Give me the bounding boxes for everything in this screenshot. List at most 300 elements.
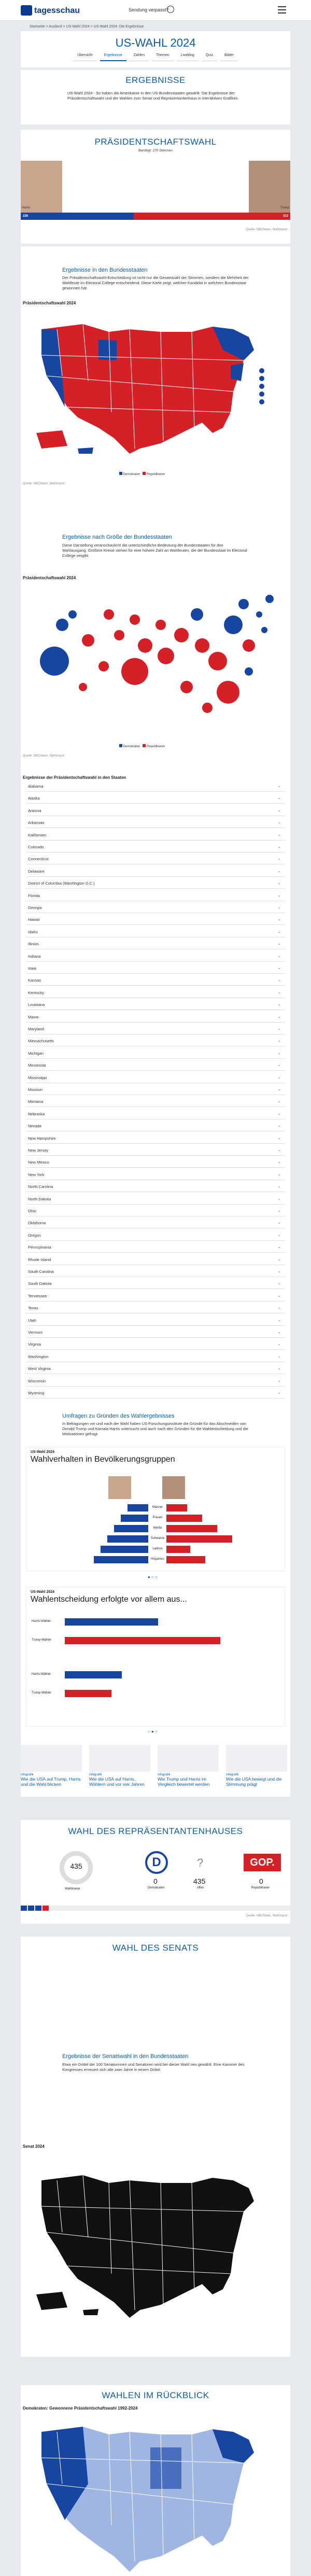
house-donut bbox=[60, 1851, 93, 1884]
senate-map[interactable] bbox=[26, 2154, 270, 2331]
chevron-down-icon[interactable]: ⌄ bbox=[277, 892, 281, 898]
house-heading: WAHL DES REPRÄSENTANTENHAUSES bbox=[68, 1826, 243, 1836]
state-name: New Jersey bbox=[28, 1148, 49, 1153]
map1-source: Quelle: NBCNews, Wahlstand bbox=[23, 482, 64, 485]
tab-liveblog[interactable]: Liveblog bbox=[177, 52, 199, 61]
survey-rep-bar bbox=[166, 1525, 217, 1532]
state-row[interactable] bbox=[26, 1351, 285, 1362]
state-name: Kentucky bbox=[28, 990, 44, 995]
state-name: West Virginia bbox=[28, 1366, 51, 1371]
chevron-down-icon[interactable]: ⌄ bbox=[277, 795, 281, 801]
trump-avatar bbox=[162, 1476, 185, 1499]
state-bubble[interactable] bbox=[104, 609, 114, 620]
tab-zahlen[interactable]: Zahlen bbox=[130, 52, 149, 61]
state-row[interactable] bbox=[26, 1108, 285, 1119]
chevron-down-icon[interactable]: ⌄ bbox=[277, 1014, 281, 1019]
rep-electoral-bar bbox=[134, 213, 290, 220]
chevron-down-icon[interactable]: ⌄ bbox=[277, 1087, 281, 1091]
chevron-down-icon[interactable]: ⌄ bbox=[277, 1038, 281, 1043]
state-name: Pennsylvania bbox=[28, 1245, 51, 1250]
survey-row-label: Männer bbox=[152, 1506, 163, 1509]
chevron-down-icon[interactable]: ⌄ bbox=[277, 1378, 281, 1383]
map1-legend-rep: Republikaner bbox=[147, 473, 165, 476]
state-bubble[interactable] bbox=[180, 681, 193, 693]
survey-title: Umfragen zu Gründen des Wahlergebnisses bbox=[62, 1413, 175, 1419]
related-kicker-4: Infografik bbox=[226, 1773, 239, 1776]
survey-2-bar bbox=[65, 1618, 158, 1626]
related-title-1[interactable]: Wie die USA auf Trump, Harris und die Wahl blicken bbox=[21, 1776, 81, 1787]
state-row[interactable] bbox=[26, 1254, 285, 1265]
state-row[interactable] bbox=[26, 1229, 285, 1241]
page-title: US-WAHL 2024 bbox=[115, 36, 196, 49]
map2-text: Diese Darstellung veranschaulicht die unterschiedliche Bedeutung der Bundesstaaten für den Wahlausgang. Größere Kreise stehen für eine höhere Zahl an Wahlleuten, die der Bundesstaat im Electoral College vergibt. bbox=[62, 543, 247, 558]
related-kicker-1: Infografik bbox=[21, 1773, 34, 1776]
rep-electoral-count: 312 bbox=[282, 215, 288, 218]
survey-rep-bar bbox=[166, 1556, 205, 1563]
survey-dem-bar bbox=[101, 1546, 148, 1553]
tab-themen[interactable]: Themen bbox=[152, 52, 174, 61]
survey-row bbox=[37, 1515, 275, 1522]
chevron-down-icon[interactable]: ⌄ bbox=[277, 880, 281, 886]
state-row[interactable] bbox=[26, 962, 285, 974]
state-name: Alaska bbox=[28, 796, 40, 801]
chevron-down-icon[interactable]: ⌄ bbox=[277, 832, 281, 837]
state-name: New Mexico bbox=[28, 1160, 49, 1165]
state-name: New York bbox=[28, 1172, 45, 1177]
state-bubble[interactable] bbox=[158, 648, 174, 664]
state-name: Arizona bbox=[28, 808, 41, 813]
state-name: Minnesota bbox=[28, 1063, 46, 1068]
survey-dem-bar bbox=[94, 1556, 148, 1563]
chevron-down-icon[interactable]: ⌄ bbox=[277, 1062, 281, 1068]
survey-rep-bar bbox=[166, 1546, 190, 1553]
electoral-bar bbox=[21, 213, 290, 220]
history-label: Demokraten: Gewonnene Präsidentschaftswahl 1992-2024 bbox=[23, 2406, 138, 2411]
state-name: South Carolina bbox=[28, 1269, 54, 1274]
survey-2-row bbox=[32, 1690, 280, 1697]
chevron-down-icon[interactable]: ⌄ bbox=[277, 1111, 281, 1116]
house-open-label: offen bbox=[197, 1886, 204, 1889]
state-name: District of Columbia (Washington D.C.) bbox=[28, 881, 95, 886]
survey-chart-1-title: Wahlverhalten in Bevölkerungsgruppen bbox=[31, 1455, 175, 1464]
state-row[interactable] bbox=[26, 987, 285, 998]
state-bubble[interactable] bbox=[130, 614, 140, 625]
survey-rep-bar bbox=[166, 1535, 232, 1543]
chevron-down-icon[interactable]: ⌄ bbox=[277, 1123, 281, 1128]
house-total: 435 bbox=[70, 1862, 82, 1870]
state-row[interactable] bbox=[26, 1193, 285, 1205]
related-title-4[interactable]: Wie die USA bewegt und die Stimmung prägt bbox=[226, 1776, 282, 1787]
chevron-down-icon[interactable]: ⌄ bbox=[277, 1002, 281, 1007]
map2-legend-dem: Demokraten bbox=[123, 745, 140, 748]
senate-text: Etwa ein Drittel der 100 Senatorinnen und Senatoren wird bei dieser Wahl neu gewählt. Eine Kammer des Kongresses erneuert sich alle zwei Jahre in einem Drittel. bbox=[62, 2062, 245, 2072]
menu-icon[interactable] bbox=[278, 6, 286, 13]
chevron-down-icon[interactable]: ⌄ bbox=[277, 1135, 281, 1140]
chevron-down-icon[interactable]: ⌄ bbox=[277, 1366, 281, 1371]
breadcrumb[interactable]: Startseite > Ausland > US-Wahl 2024 > US-Wahl 2024: Die Ergebnisse bbox=[30, 25, 144, 29]
state-row[interactable] bbox=[26, 1011, 285, 1023]
survey-row bbox=[37, 1525, 275, 1532]
chevron-down-icon[interactable]: ⌄ bbox=[277, 1293, 281, 1298]
state-name: Maryland bbox=[28, 1027, 44, 1031]
house-dem-count: 0 bbox=[153, 1877, 158, 1885]
survey-2-row-label: Harris-Wähler bbox=[32, 1620, 51, 1623]
state-bubble[interactable] bbox=[224, 615, 243, 634]
survey-row bbox=[37, 1556, 275, 1563]
state-row[interactable] bbox=[26, 841, 285, 852]
state-row[interactable] bbox=[26, 1290, 285, 1301]
state-name: Georgia bbox=[28, 905, 42, 910]
tab-bilder[interactable]: Bilder bbox=[220, 52, 238, 61]
harris-photo bbox=[21, 161, 62, 213]
map1-legend bbox=[119, 472, 165, 476]
state-row[interactable] bbox=[26, 1314, 285, 1326]
map2-legend bbox=[119, 744, 165, 748]
survey-2-row-label: Harris-Wähler bbox=[32, 1673, 51, 1676]
state-bubble[interactable] bbox=[156, 620, 166, 630]
state-name: Rhode Island bbox=[28, 1257, 51, 1262]
survey-row bbox=[37, 1546, 275, 1553]
state-row[interactable] bbox=[26, 1072, 285, 1083]
state-name: Massachusetts bbox=[28, 1039, 54, 1044]
state-name: Michigan bbox=[28, 1051, 44, 1056]
state-bubble[interactable] bbox=[121, 658, 148, 685]
state-bubble[interactable] bbox=[256, 611, 262, 618]
map2-source: Quelle: NBCNews, Wahlstand bbox=[23, 754, 64, 758]
survey-row-label: Latinos bbox=[152, 1547, 163, 1550]
state-name: Colorado bbox=[28, 845, 44, 849]
chevron-down-icon[interactable]: ⌄ bbox=[277, 941, 281, 946]
state-bubble[interactable] bbox=[40, 647, 69, 676]
state-row[interactable] bbox=[26, 1302, 285, 1313]
state-row[interactable] bbox=[26, 1169, 285, 1180]
state-row[interactable] bbox=[26, 999, 285, 1010]
state-name: Iowa bbox=[28, 966, 36, 971]
survey-dem-bar bbox=[128, 1504, 148, 1511]
survey-2-row bbox=[32, 1637, 280, 1644]
chevron-down-icon[interactable]: ⌄ bbox=[277, 1244, 281, 1250]
state-bubble[interactable] bbox=[68, 610, 77, 619]
state-name: Hawaii bbox=[28, 917, 40, 922]
state-name: South Dakota bbox=[28, 1281, 52, 1286]
chevron-down-icon[interactable]: ⌄ bbox=[277, 1305, 281, 1310]
house-total-label: Wahlkreise bbox=[65, 1887, 80, 1891]
state-row[interactable] bbox=[26, 1059, 285, 1071]
chevron-down-icon[interactable]: ⌄ bbox=[277, 989, 281, 995]
chevron-down-icon[interactable]: ⌄ bbox=[277, 1171, 281, 1177]
state-name: New Hampshire bbox=[28, 1136, 56, 1141]
play-icon[interactable] bbox=[167, 6, 174, 13]
state-bubble[interactable] bbox=[265, 595, 274, 603]
carousel-dots-1[interactable]: ● ○ ○ bbox=[148, 1575, 158, 1579]
history-card bbox=[21, 2385, 290, 2576]
state-name: Wisconsin bbox=[28, 1378, 46, 1383]
state-row[interactable] bbox=[26, 792, 285, 804]
map2-card bbox=[21, 526, 290, 775]
chevron-down-icon[interactable]: ⌄ bbox=[277, 1353, 281, 1359]
chevron-down-icon[interactable]: ⌄ bbox=[277, 1074, 281, 1080]
tab-ergebnisse[interactable]: Ergebnisse bbox=[100, 52, 126, 61]
state-bubble[interactable] bbox=[245, 667, 253, 676]
related-item-2[interactable] bbox=[89, 1745, 150, 1787]
president-card bbox=[21, 130, 290, 244]
related-item-3[interactable] bbox=[158, 1745, 219, 1787]
chevron-down-icon[interactable]: ⌄ bbox=[277, 965, 281, 970]
state-row[interactable] bbox=[26, 890, 285, 901]
state-row[interactable] bbox=[26, 1205, 285, 1216]
survey-2-row bbox=[32, 1618, 280, 1626]
state-name: Florida bbox=[28, 893, 40, 898]
state-bubble[interactable] bbox=[174, 628, 189, 642]
state-row[interactable] bbox=[26, 1338, 285, 1350]
state-row[interactable] bbox=[26, 1096, 285, 1107]
state-row[interactable] bbox=[26, 902, 285, 913]
state-row[interactable] bbox=[26, 1217, 285, 1228]
state-name: Vermont bbox=[28, 1330, 43, 1335]
state-bubble[interactable] bbox=[114, 630, 124, 640]
nav-sendung-verpasst[interactable]: Sendung verpasst? bbox=[129, 7, 169, 12]
related-item-1[interactable] bbox=[21, 1745, 82, 1787]
state-bubble[interactable] bbox=[79, 683, 87, 691]
state-name: Maine bbox=[28, 1014, 39, 1019]
brand-name[interactable]: tagesschau bbox=[34, 6, 80, 15]
state-row[interactable] bbox=[26, 1326, 285, 1338]
state-name: North Dakota bbox=[28, 1196, 51, 1201]
state-name: Idaho bbox=[28, 929, 38, 934]
state-name: Texas bbox=[28, 1306, 38, 1311]
survey-row-label: Hispanics bbox=[150, 1558, 164, 1561]
chevron-down-icon[interactable]: ⌄ bbox=[277, 868, 281, 873]
state-row[interactable] bbox=[26, 1241, 285, 1253]
dem-electoral-bar bbox=[21, 213, 134, 220]
gop-logo-icon: GOP. bbox=[244, 1854, 281, 1871]
state-row[interactable] bbox=[26, 914, 285, 925]
president-heading: PRÄSIDENTSCHAFTSWAHL bbox=[94, 137, 217, 147]
house-dem-label: Demokraten bbox=[148, 1886, 165, 1889]
map2-title: Ergebnisse nach Größe der Bundesstaaten bbox=[62, 534, 172, 540]
chevron-down-icon[interactable]: ⌄ bbox=[277, 1050, 281, 1055]
state-row[interactable] bbox=[26, 1181, 285, 1192]
state-row[interactable] bbox=[26, 1363, 285, 1374]
chevron-down-icon[interactable]: ⌄ bbox=[277, 807, 281, 813]
chevron-down-icon[interactable]: ⌄ bbox=[277, 953, 281, 958]
related-title-3[interactable]: Wie Trump und Harris im Vergleich bewertet werden bbox=[158, 1776, 210, 1787]
state-name: Utah bbox=[28, 1318, 36, 1323]
chevron-down-icon[interactable]: ⌄ bbox=[277, 856, 281, 861]
us-map-states[interactable] bbox=[26, 309, 270, 464]
state-row[interactable] bbox=[26, 1132, 285, 1144]
survey-2-row-label: Trump-Wähler bbox=[32, 1639, 52, 1642]
chevron-down-icon[interactable]: ⌄ bbox=[277, 1159, 281, 1165]
senate-label: Senat 2024 bbox=[23, 2144, 45, 2149]
state-bubble[interactable] bbox=[191, 608, 203, 621]
chevron-down-icon[interactable]: ⌄ bbox=[277, 844, 281, 849]
house-bar bbox=[21, 1906, 290, 1911]
state-row[interactable] bbox=[26, 1387, 285, 1398]
trump-name: Trump bbox=[280, 206, 289, 209]
state-row[interactable] bbox=[26, 1156, 285, 1168]
chevron-down-icon[interactable]: ⌄ bbox=[277, 1208, 281, 1213]
harris-name: Harris bbox=[22, 206, 30, 209]
state-bubble[interactable] bbox=[238, 599, 249, 609]
survey-2-bar bbox=[65, 1690, 111, 1697]
state-row[interactable] bbox=[26, 805, 285, 816]
chevron-down-icon[interactable]: ⌄ bbox=[277, 929, 281, 934]
state-row[interactable] bbox=[26, 950, 285, 962]
chevron-down-icon[interactable]: ⌄ bbox=[277, 1099, 281, 1104]
chevron-down-icon[interactable]: ⌄ bbox=[277, 1390, 281, 1395]
survey-chart-1 bbox=[26, 1447, 285, 1571]
chevron-down-icon[interactable]: ⌄ bbox=[277, 917, 281, 922]
tab-quiz[interactable]: Quiz bbox=[202, 52, 217, 61]
chevron-down-icon[interactable]: ⌄ bbox=[277, 1147, 281, 1152]
chevron-down-icon[interactable]: ⌄ bbox=[277, 905, 281, 909]
state-name: Connecticut bbox=[28, 857, 49, 862]
state-name: Ohio bbox=[28, 1209, 36, 1213]
chevron-down-icon[interactable]: ⌄ bbox=[277, 1184, 281, 1189]
state-name: Indiana bbox=[28, 954, 41, 959]
senate-card bbox=[21, 1937, 290, 2357]
state-row[interactable] bbox=[26, 780, 285, 792]
state-name: Kalifornien bbox=[28, 832, 47, 837]
state-row[interactable] bbox=[26, 1023, 285, 1034]
us-bubble-map[interactable] bbox=[31, 583, 280, 739]
tab-uebersicht[interactable]: Übersicht bbox=[73, 52, 97, 61]
harris-avatar bbox=[108, 1476, 131, 1499]
state-bubble[interactable] bbox=[261, 627, 267, 633]
house-open-count: 435 bbox=[193, 1877, 206, 1885]
state-row[interactable] bbox=[26, 1047, 285, 1059]
house-source: Quelle: NBCNews, Wahlstand bbox=[246, 1914, 287, 1917]
related-title-2[interactable]: Wie die USA auf Harris, Wählern und vor vier Jahren bbox=[89, 1776, 145, 1787]
survey-2-bar bbox=[65, 1671, 122, 1678]
map1-card bbox=[21, 246, 290, 526]
house-rep-count: 0 bbox=[259, 1877, 263, 1885]
states-label: Ergebnisse der Präsidentschaftswahl in den Staaten bbox=[23, 775, 126, 780]
chevron-down-icon[interactable]: ⌄ bbox=[277, 1256, 281, 1262]
survey-row-label: Frauen bbox=[152, 1516, 163, 1519]
state-row[interactable] bbox=[26, 829, 285, 841]
chevron-down-icon[interactable]: ⌄ bbox=[277, 783, 281, 788]
state-bubble[interactable] bbox=[82, 634, 94, 647]
state-row[interactable] bbox=[26, 1035, 285, 1046]
state-bubble[interactable] bbox=[195, 638, 209, 653]
survey-dem-bar bbox=[121, 1515, 148, 1522]
chevron-down-icon[interactable]: ⌄ bbox=[277, 1196, 281, 1201]
house-card bbox=[21, 1820, 290, 1924]
carousel-dots-2[interactable]: ○ ● ○ bbox=[148, 1729, 158, 1734]
chevron-down-icon[interactable]: ⌄ bbox=[277, 820, 281, 825]
state-row[interactable] bbox=[26, 1278, 285, 1289]
results-intro: US-Wahl 2024 - So haben die Amerikaner in den US-Bundesstaaten gewählt. Die Ergebnisse der Präsidentschaftswahl und der Wahlen zum Senat und Repräsentantenhaus in interaktiven Grafiken. bbox=[67, 91, 239, 101]
state-name: Louisiana bbox=[28, 1002, 45, 1007]
senate-title: Ergebnisse der Senatswahl in den Bundesstaaten bbox=[62, 2053, 189, 2060]
survey-row bbox=[37, 1535, 275, 1543]
related-item-4[interactable] bbox=[226, 1745, 287, 1787]
chevron-down-icon[interactable]: ⌄ bbox=[277, 977, 281, 983]
state-row[interactable] bbox=[26, 865, 285, 877]
chevron-down-icon[interactable]: ⌄ bbox=[277, 1317, 281, 1322]
state-bubble[interactable] bbox=[217, 681, 239, 704]
state-name: Nevada bbox=[28, 1124, 41, 1129]
map1-legend-dem: Demokraten bbox=[123, 473, 140, 476]
chevron-down-icon[interactable]: ⌄ bbox=[277, 1281, 281, 1286]
survey-2-row bbox=[32, 1671, 280, 1678]
survey-row bbox=[37, 1504, 275, 1511]
state-row[interactable] bbox=[26, 974, 285, 986]
map1-title: Ergebnisse in den Bundesstaaten bbox=[62, 267, 148, 273]
state-row[interactable] bbox=[26, 853, 285, 864]
survey-chart-2 bbox=[26, 1587, 285, 1727]
chevron-down-icon[interactable]: ⌄ bbox=[277, 1026, 281, 1031]
state-name: Tennessee bbox=[28, 1293, 47, 1298]
state-row[interactable] bbox=[26, 938, 285, 949]
state-name: Montana bbox=[28, 1099, 44, 1104]
survey-text: In Befragungen vor und nach der Wahl haben US-Forschungsinstitute die Gründe für das Abschneiden von Donald Trump und Kamala Harris untersucht und auch nach den Gründen für die Wahlentscheidung und die Motivationen gefragt. bbox=[62, 1421, 248, 1436]
state-name: North Carolina bbox=[28, 1184, 53, 1189]
survey-card bbox=[21, 1403, 290, 1740]
state-row[interactable] bbox=[26, 1144, 285, 1156]
state-row[interactable] bbox=[26, 877, 285, 889]
brand-logo-icon[interactable] bbox=[21, 5, 32, 16]
chevron-down-icon[interactable]: ⌄ bbox=[277, 1220, 281, 1225]
state-row[interactable] bbox=[26, 1084, 285, 1095]
history-map[interactable] bbox=[26, 2416, 270, 2576]
state-bubble[interactable] bbox=[202, 703, 213, 713]
history-heading: WAHLEN IM RÜCKBLICK bbox=[102, 2390, 209, 2400]
state-bubble[interactable] bbox=[138, 638, 152, 653]
state-name: Kansas bbox=[28, 978, 41, 983]
chevron-down-icon[interactable]: ⌄ bbox=[277, 1269, 281, 1273]
map2-label: Präsidentschaftswahl 2024 bbox=[23, 576, 76, 580]
state-row[interactable] bbox=[26, 1266, 285, 1277]
house-rep-label: Republikaner bbox=[251, 1886, 270, 1889]
state-row[interactable] bbox=[26, 1375, 285, 1387]
state-name: Virginia bbox=[28, 1342, 41, 1347]
map1-text: Der Präsidentschaftswahl-Entscheidung ist nicht nur die Gesamtzahl der Stimmen, sondern die Mehrheit der Wahlleute im Electoral College entscheidend. Diese Karte zeigt, welcher Kandidat in welchem Bundesstaat gewonnen hat. bbox=[62, 275, 249, 290]
survey-chart-1-kicker: US-Wahl 2024 bbox=[31, 1450, 55, 1454]
state-bubble[interactable] bbox=[243, 639, 255, 652]
president-required: Benötigt: 270 Stimmen bbox=[138, 149, 173, 152]
state-row[interactable] bbox=[26, 926, 285, 937]
map1-label: Präsidentschaftswahl 2024 bbox=[23, 301, 76, 305]
state-bubble[interactable] bbox=[56, 619, 68, 631]
survey-row-label: Weiße bbox=[153, 1527, 162, 1530]
state-name: Nebraska bbox=[28, 1111, 45, 1116]
state-name: Oregon bbox=[28, 1233, 41, 1238]
chevron-down-icon[interactable]: ⌄ bbox=[277, 1329, 281, 1334]
results-heading: ERGEBNISSE bbox=[125, 75, 186, 85]
state-row[interactable] bbox=[26, 1120, 285, 1131]
chevron-down-icon[interactable]: ⌄ bbox=[277, 1341, 281, 1347]
related-kicker-2: Infografik bbox=[89, 1773, 102, 1776]
state-name: Delaware bbox=[28, 869, 45, 874]
senate-heading: WAHL DES SENATS bbox=[112, 1943, 199, 1953]
president-source: Quelle: NBCNews, Wahlstand bbox=[246, 228, 287, 231]
state-bubble[interactable] bbox=[208, 652, 227, 670]
state-name: Oklahoma bbox=[28, 1221, 46, 1226]
state-row[interactable] bbox=[26, 817, 285, 828]
state-bubble[interactable] bbox=[98, 661, 109, 671]
trump-photo bbox=[249, 161, 290, 213]
chevron-down-icon[interactable]: ⌄ bbox=[277, 1232, 281, 1237]
democrat-logo-icon: D bbox=[145, 1851, 168, 1874]
state-name: Mississippi bbox=[28, 1075, 47, 1080]
survey-rep-bar bbox=[166, 1504, 187, 1511]
survey-dem-bar bbox=[114, 1525, 148, 1532]
survey-rep-bar bbox=[166, 1515, 202, 1522]
survey-chart-2-kicker: US-Wahl 2024 bbox=[31, 1590, 55, 1594]
